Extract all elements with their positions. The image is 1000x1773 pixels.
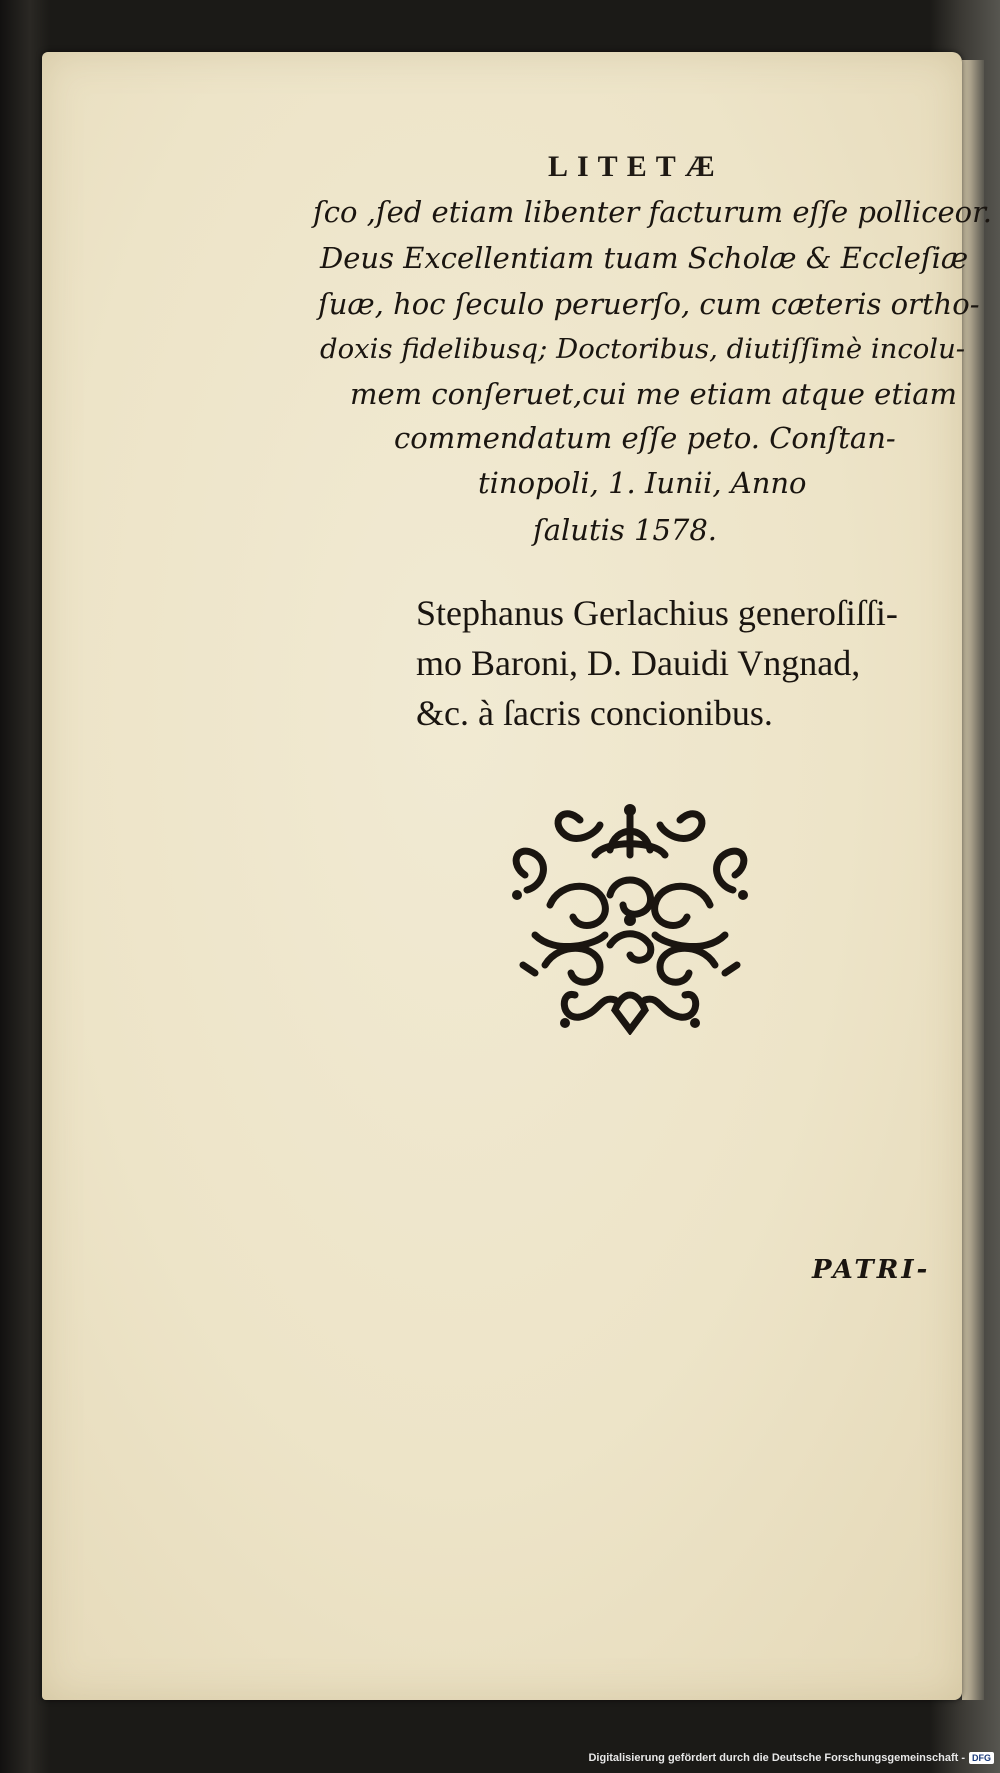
heading-line: Stephanus Gerlachius generoſiſſi- <box>416 593 898 633</box>
letter-line: Deus Excellentiam tuam Scholæ & Eccleſiæ <box>320 241 969 275</box>
letter-line: doxis fidelibusq; Doctoribus, diutiſſimè incolu- <box>320 333 966 365</box>
letter-line: ſco ,ſed etiam libenter facturum eſſe polliceor. <box>313 195 992 229</box>
heading-line: &c. à ſacris concionibus. <box>416 693 773 733</box>
letter-line: ſuæ, hoc ſeculo peruerſo, cum cæteris ortho- <box>318 287 980 321</box>
letter-line: tinopoli, 1. Iunii, Anno <box>478 466 807 500</box>
footer-text: Digitalisierung gefördert durch die Deutsche Forschungsgemeinschaft - <box>588 1752 965 1764</box>
dfg-logo: DFG <box>969 1752 994 1764</box>
letter-line: commendatum eſſe peto. Conſtan- <box>394 421 896 455</box>
printers-fleuron-ornament-icon <box>505 795 755 1035</box>
running-head: LITETÆ <box>548 150 724 183</box>
letter-line: mem conſeruet,cui me etiam atque etiam <box>350 377 958 411</box>
heading-line: mo Baroni, D. Dauidi Vngnad, <box>416 643 861 683</box>
digitization-footer <box>588 1749 994 1767</box>
letter-line: ſalutis 1578. <box>533 513 718 547</box>
catchword: PATRI- <box>812 1255 931 1285</box>
